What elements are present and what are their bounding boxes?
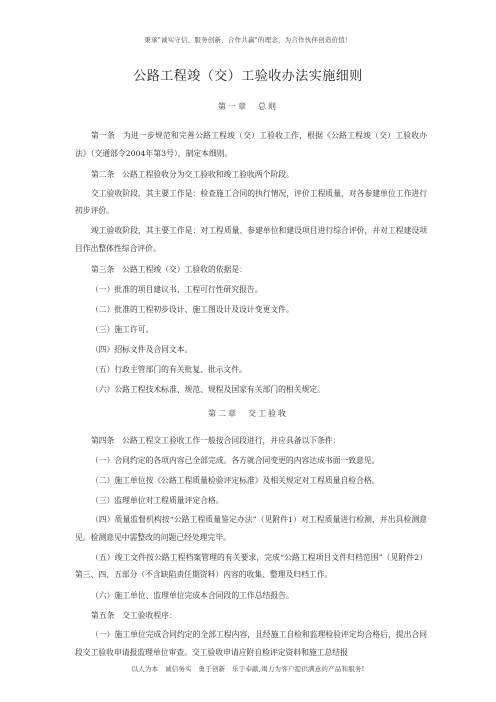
document-title: 公路工程竣（交）工验收办法实施细则 [133, 69, 363, 84]
basis-item-1: （一）批准的项目建议书、工程可行性研究报告。 [91, 284, 263, 294]
header-motto: 秉承"诚实守信、服务创新、合作共赢"的理念，为合作伙伴创造价值！ [144, 36, 352, 44]
basis-item-3: （三）施工许可。 [91, 324, 154, 334]
chapter-2-heading: 第二章 交工验收 [208, 409, 288, 418]
basis-item-2: （二）批准的工程初步设计、施工图设计及设计变更文件。 [91, 304, 294, 314]
basis-item-6: （六）公路工程技术标准、规范、规程及国家有关部门的相关规定。 [91, 384, 325, 394]
condition-item-5: （五）竣工文件按公路工程档案管理的有关要求，完成“公路工程项目文件归档范围”（见附件2）第三、四、五部分（不含缺陷责任期资料）内容的收集、整理及归档工作。 [75, 552, 427, 579]
article-5-paragraph: 第五条 交工验收程序： [91, 611, 177, 620]
completion-stage-paragraph: 竣工验收阶段，其主要工作是：对工程质量、参建单位和建设项目进行综合评价，并对工程建设项目作出整体性综合评价。 [75, 226, 427, 253]
condition-item-1: （一）合同约定的各项内容已全部完成。各方就合同变更的内容达成书面一致意见。 [91, 456, 380, 465]
footer-slogan: 以人为本 诚信务实 勇于创新 乐于奉献,竭力为客户提供满意的产品和服务! [131, 665, 365, 673]
article-1-paragraph: 第一条 为进一步规范和完善公路工程竣（交）工验收工作，根据《公路工程竣（交）工验收办法》（交通部令2004年第3号），制定本细则。 [75, 131, 427, 158]
chapter-1-body [75, 127, 427, 400]
chapter-1-heading: 第一章 总则 [218, 102, 278, 111]
handover-stage-paragraph: 交工验收阶段，其主要工作是：检查施工合同的执行情况，评价工程质量，对各参建单位工作进行初步评价。 [75, 188, 427, 215]
chapter-2-body [75, 431, 427, 664]
article-4-paragraph: 第四条 公路工程交工验收工作一般按合同段进行，并应具备以下条件： [91, 436, 341, 445]
article-3-paragraph: 第三条 公路工程竣（交）工验收的依据是： [91, 264, 247, 274]
basis-item-4: （四）招标文件及合同文本。 [91, 344, 193, 354]
condition-item-4: （四）质量监督机构按“公路工程质量鉴定办法”（见附件1）对工程质量进行检测，并出具检测意见。检测意见中需整改的问题已经处理完毕。 [75, 515, 427, 542]
condition-item-6: （六）施工单位、监理单位完成本合同段的工作总结报告。 [91, 591, 294, 600]
condition-item-2: （二）施工单位按《公路工程质量检验评定标准》及相关规定对工程质量自检合格。 [91, 476, 380, 485]
procedure-item-1: （一）施工单位完成合同约定的全部工程内容，且经施工自检和监理检验评定均合格后，提出合同段交工验收申请报监理单位审查。交工验收申请应附自检评定资料和施工总结报 [75, 630, 427, 657]
article-2-paragraph: 第二条 公路工程验收分为交工验收和竣工验收两个阶段。 [91, 169, 294, 179]
condition-item-3: （三）监理单位对工程质量评定合格。 [91, 496, 224, 505]
basis-item-5: （五）行政主管部门的有关批复、批示文件。 [91, 364, 247, 374]
